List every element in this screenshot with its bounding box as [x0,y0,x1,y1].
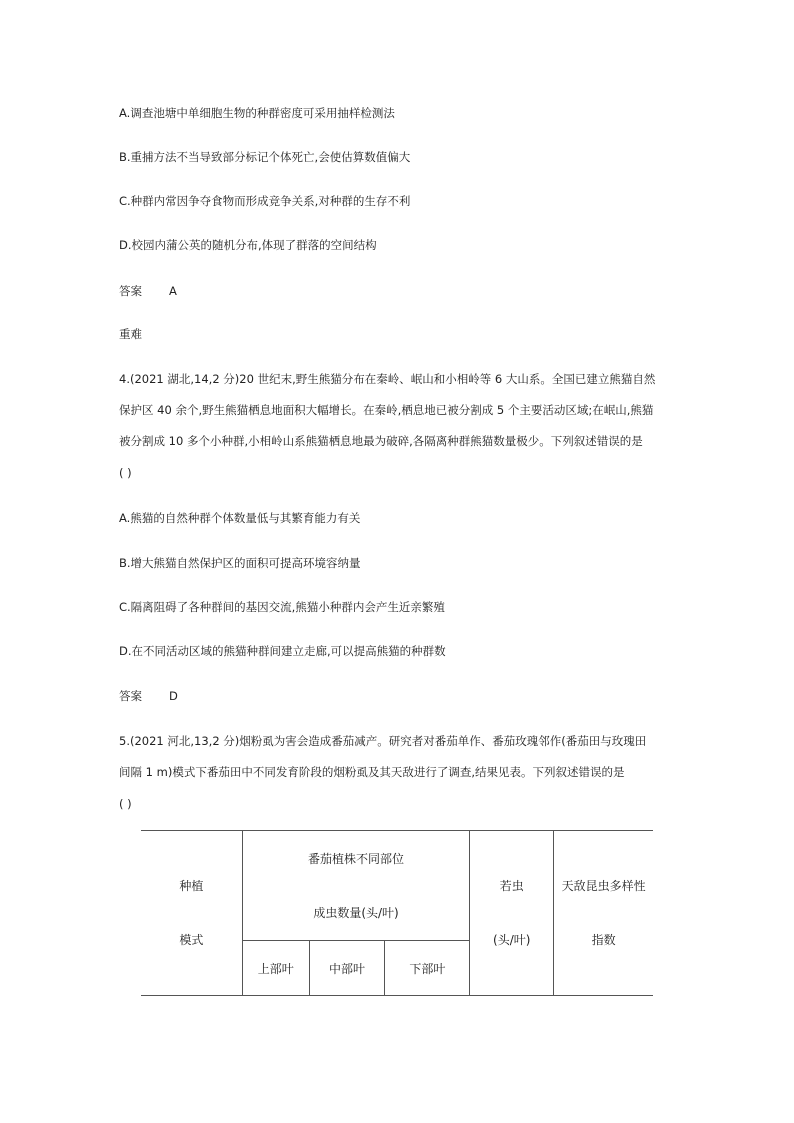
header-enemy-index: 天敌昆虫多样性 指数 [554,831,653,996]
q4-stem-line-4: ( ) [119,466,132,480]
q3-option-b: B.重捕方法不当导致部分标记个体死亡,会使估算数值偏大 [119,150,411,164]
header-nymph: 若虫 (头/叶) [470,831,554,996]
q5-stem-line-1: 5.(2021 河北,13,2 分)烟粉虱为害会造成番茄减产。研究者对番茄单作、番茄玫瑰邻作(番茄田与玫瑰田 [119,734,647,748]
header-adult-count: 番茄植株不同部位 成虫数量(头/叶) [242,831,470,941]
q3-option-a: A.调查池塘中单细胞生物的种群密度可采用抽样检测法 [119,106,395,120]
subheader-upper-leaf: 上部叶 [242,941,309,996]
q4-option-a: A.熊猫的自然种群个体数量低与其繁育能力有关 [119,511,361,525]
survey-table [141,830,653,996]
answer-value: A [169,284,177,298]
answer-label: 答案 [119,284,142,298]
q3-option-d: D.校园内蒲公英的随机分布,体现了群落的空间结构 [119,238,377,252]
q3-answer [119,283,177,299]
q4-option-b: B.增大熊猫自然保护区的面积可提高环境容纳量 [119,556,361,570]
q4-stem-line-2: 保护区 40 余个,野生熊猫栖息地面积大幅增长。在秦岭,栖息地已被分割成 5 个主要活动区域;在岷山,熊猫 [119,403,654,417]
q5-stem-line-2: 间隔 1 m)模式下番茄田中不同发育阶段的烟粉虱及其天敌进行了调查,结果见表。下列叙述错误的是 [119,765,625,779]
q4-answer [119,688,178,704]
q3-option-c: C.种群内常因争夺食物而形成竞争关系,对种群的生存不利 [119,194,411,208]
q4-option-d: D.在不同活动区域的熊猫种群间建立走廊,可以提高熊猫的种群数 [119,644,446,658]
subheader-lower-leaf: 下部叶 [385,941,470,996]
q4-stem-line-3: 被分割成 10 多个小种群,小相岭山系熊猫栖息地最为破碎,各隔离种群熊猫数量极少。下列叙述错误的是 [119,434,643,448]
header-planting-mode: 种植 模式 [141,831,242,996]
section-label: 重难 [119,327,142,341]
subheader-middle-leaf: 中部叶 [309,941,385,996]
q4-stem-line-1: 4.(2021 湖北,14,2 分)20 世纪末,野生熊猫分布在秦岭、岷山和小相岭等 6 大山系。全国已建立熊猫自然 [119,372,656,386]
answer-value: D [169,689,178,703]
q5-stem-line-3: ( ) [119,797,132,811]
table-header-row [141,831,653,941]
answer-label: 答案 [119,689,142,703]
q4-option-c: C.隔离阻碍了各种群间的基因交流,熊猫小种群内会产生近亲繁殖 [119,600,445,614]
